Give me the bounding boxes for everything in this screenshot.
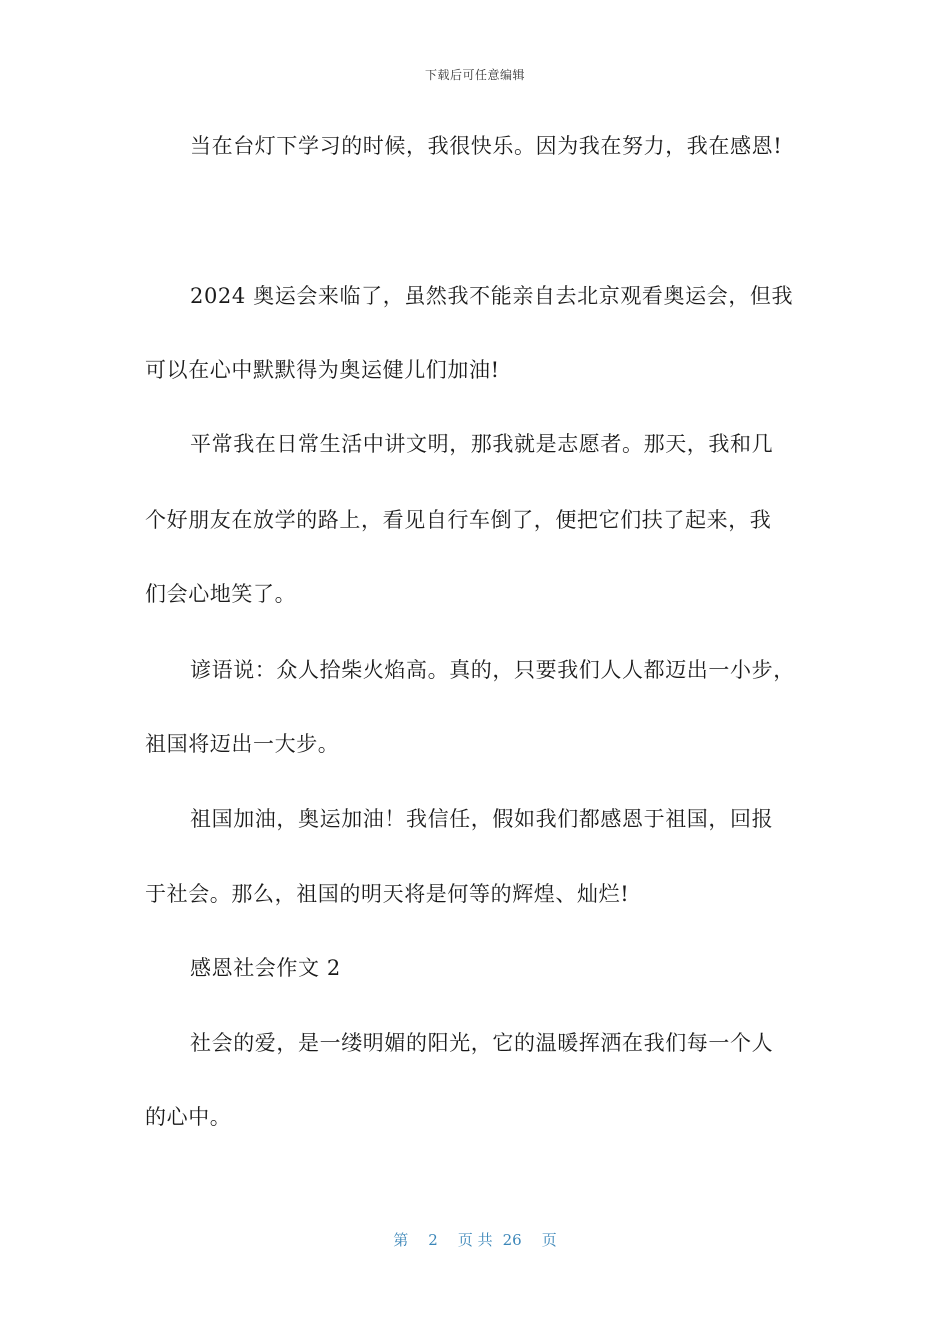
paragraph-line: 平常我在日常生活中讲文明，那我就是志愿者。那天，我和几 [190,432,774,456]
footer-suffix: 页 [541,1231,557,1249]
paragraph-line: 当在台灯下学习的时候，我很快乐。因为我在努力，我在感恩! [190,134,783,158]
paragraph-line: 的心中。 [145,1105,232,1129]
paragraph-line: 社会的爱，是一缕明媚的阳光，它的温暖挥洒在我们每一个人 [190,1031,774,1055]
paragraph-line: 于社会。那么，祖国的明天将是何等的辉煌、灿烂! [145,882,630,906]
header-note: 下载后可任意编辑 [424,68,525,82]
footer-middle: 页 共 [457,1231,493,1249]
paragraph-line: 祖国将迈出一大步。 [145,732,340,756]
footer-total-pages: 26 [502,1231,522,1249]
paragraph-line: 个好朋友在放学的路上，看见自行车倒了，便把它们扶了起来，我 [145,508,772,532]
section-heading: 感恩社会作文 2 [190,956,341,980]
paragraph-line: 2024 奥运会来临了，虽然我不能亲自去北京观看奥运会，但我 [190,284,794,308]
page-footer [0,1229,950,1250]
paragraph-line: 谚语说：众人拾柴火焰高。真的，只要我们人人都迈出一小步， [190,658,795,682]
footer-page-number: 2 [428,1231,438,1249]
footer-prefix: 第 [393,1231,409,1249]
paragraph-line: 们会心地笑了。 [145,582,297,606]
paragraph-line: 可以在心中默默得为奥运健儿们加油! [145,358,500,382]
paragraph-line: 祖国加油，奥运加油！我信任，假如我们都感恩于祖国，回报 [190,807,774,831]
